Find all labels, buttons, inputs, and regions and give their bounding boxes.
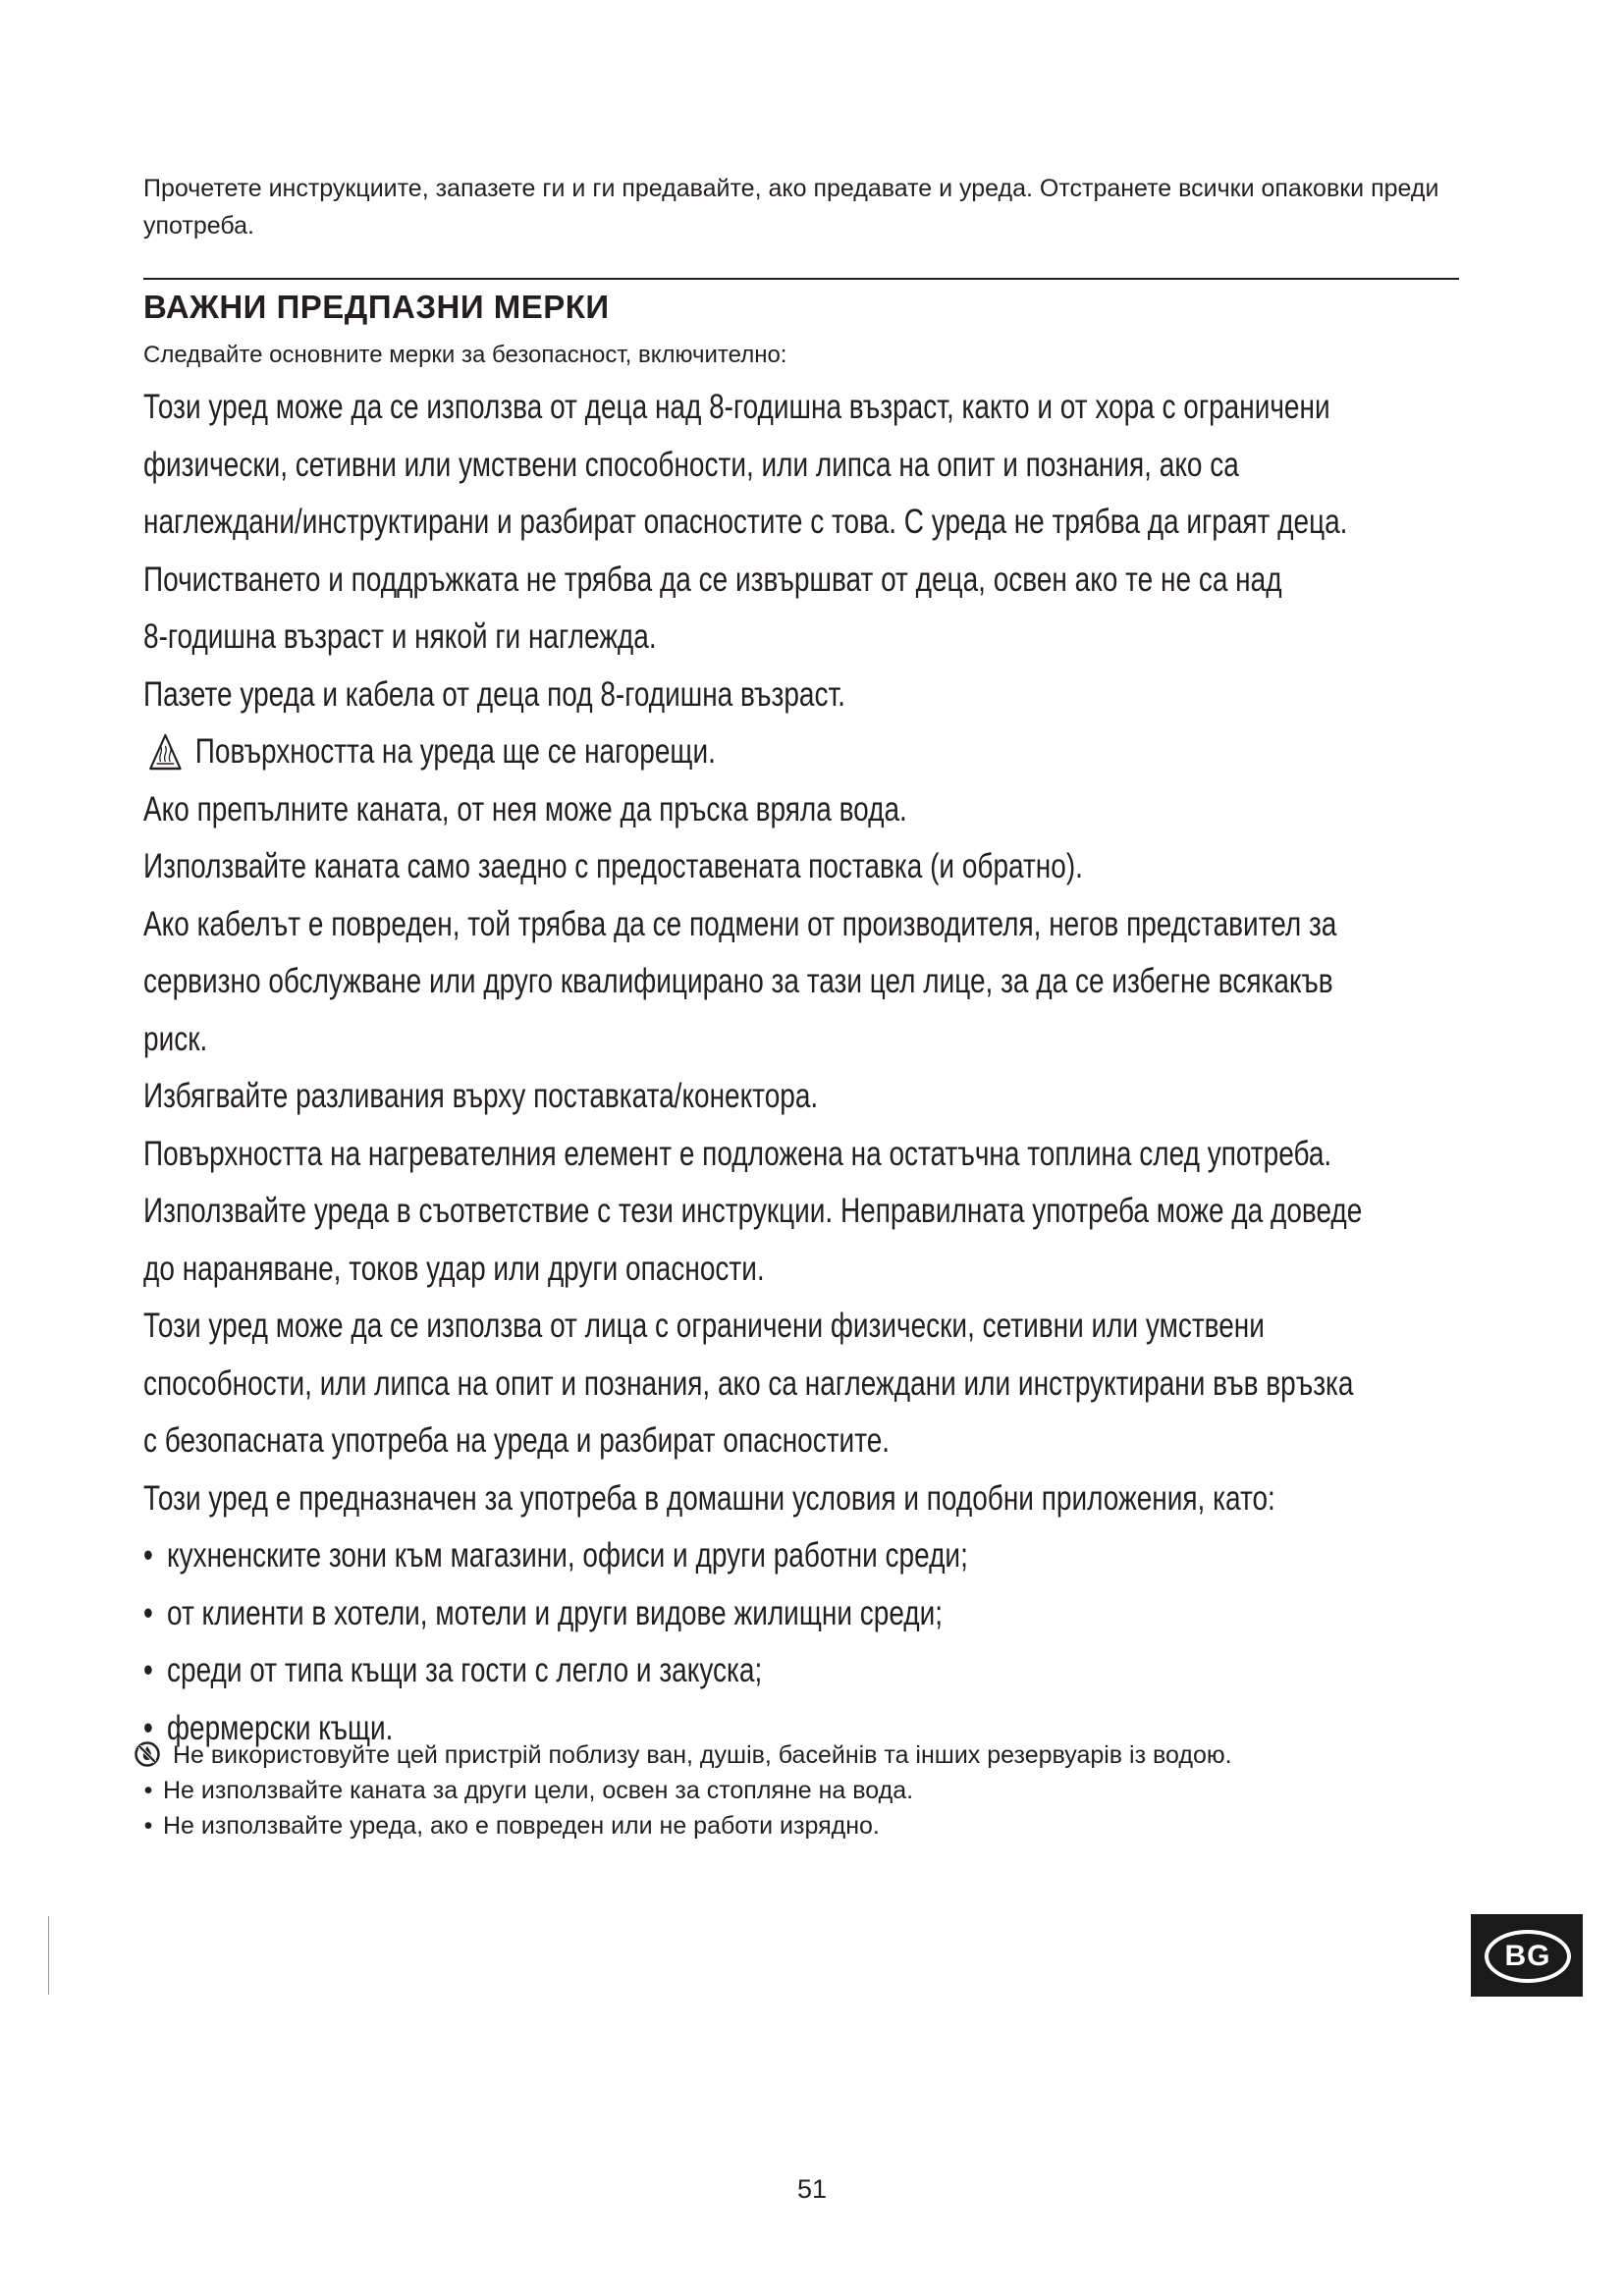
- intro-text: Прочетете инструкциите, запазете ги и ги предавайте, ако предавате и уреда. Отстранете всички опаковки преди употреба.: [143, 175, 1439, 240]
- bullet-mark: •: [143, 1812, 153, 1840]
- list-item: • среди от типа къщи за гости с легло и закуска;: [143, 1642, 1489, 1700]
- bullet-mark: •: [143, 1708, 153, 1747]
- instruction-line: Този уред може да се използва от деца над 8-годишна възраст, както и от хора с ограничени: [143, 388, 1330, 426]
- section-divider: [143, 278, 1459, 280]
- list-item: • кухненските зони към магазини, офиси и други работни среди;: [143, 1527, 1489, 1585]
- instruction-line: Повърхността на нагревателния елемент е подложена на остатъчна топлина след употреба.: [143, 1134, 1332, 1173]
- hot-surface-warning-text: Повърхността на уреда ще се нагорещи.: [194, 732, 716, 771]
- list-item: • Не използвайте каната за други цели, освен за стопляне на вода.: [134, 1773, 1469, 1808]
- instruction-line: наглеждани/инструктирани и разбират опасностите с това. С уреда не трябва да играят деца.: [143, 503, 1348, 541]
- instruction-line: Този уред може да се използва от лица с ограничени физически, сетивни или умствени: [143, 1307, 1265, 1345]
- instruction-line: сервизно обслужване или друго квалифицирано за тази цел лице, за да се избегне всякакъв: [143, 962, 1333, 1000]
- instruction-line: до нараняване, токов удар или други опасности.: [143, 1249, 765, 1288]
- bullet-mark: •: [143, 1651, 153, 1689]
- instruction-line: физически, сетивни или умствени способности, или липса на опит и познания, ако са: [143, 445, 1239, 484]
- instruction-line: 8-годишна възраст и някой ги наглежда.: [143, 617, 657, 656]
- instruction-line: Ако препълните каната, от нея може да пръска вряла вода.: [143, 789, 907, 828]
- instruction-line: Ако кабелът е повреден, той трябва да се подмени от производителя, негов представител за: [143, 904, 1337, 943]
- instruction-line: Пазете уреда и кабела от деца под 8-годишна възраст.: [143, 674, 845, 714]
- margin-line: [48, 1916, 49, 1995]
- bullet-mark: •: [143, 1536, 153, 1575]
- instruction-line: Използвайте уреда в съответствие с тези инструкции. Неправилната употреба може да доведе: [143, 1192, 1363, 1230]
- list-item: • фермерски къщи.: [143, 1700, 1489, 1758]
- list-item: • от клиенти в хотели, мотели и други видове жилищни среди;: [143, 1585, 1489, 1643]
- instruction-line: Почистването и поддръжката не трябва да се извършват от деца, освен ако те не са над: [143, 560, 1282, 599]
- language-badge: [1471, 1914, 1583, 1997]
- bullet-mark: •: [143, 1593, 153, 1632]
- instruction-line: риск.: [143, 1019, 208, 1058]
- instruction-line: Използвайте каната само заедно с предоставената поставка (и обратно).: [143, 847, 1083, 885]
- water-warning-text: Не використовуйте цей пристрій поблизу ван, душів, басейнів та інших резервуарів із водою.: [173, 1741, 1232, 1769]
- page-number: 51: [796, 2174, 828, 2204]
- instruction-line: Избягвайте разливания върху поставката/конектора.: [143, 1077, 819, 1115]
- instruction-line: Този уред е предназначен за употреба в домашни условия и подобни приложения, като:: [143, 1478, 1275, 1518]
- hot-surface-warning-icon: [148, 732, 183, 772]
- additional-warnings: [134, 1737, 1469, 1843]
- instruction-line: с безопасната употреба на уреда и разбират опасностите.: [143, 1421, 891, 1460]
- instruction-line: способности, или липса на опит и познания, ако са наглеждани или инструктирани във връзка: [143, 1363, 1354, 1403]
- bullet-mark: •: [143, 1777, 153, 1804]
- no-water-icon: [134, 1740, 161, 1768]
- section-subheading: Следвайте основните мерки за безопасност, включително:: [143, 342, 787, 368]
- section-heading: ВАЖНИ ПРЕДПАЗНИ МЕРКИ: [143, 289, 610, 325]
- hot-surface-warning: [143, 723, 1489, 781]
- language-badge-label: BG: [1485, 1930, 1571, 1983]
- safety-instructions: [143, 379, 1489, 1757]
- water-warning: [134, 1737, 1469, 1773]
- list-item: • Не използвайте уреда, ако е повреден или не работи изрядно.: [134, 1808, 1469, 1843]
